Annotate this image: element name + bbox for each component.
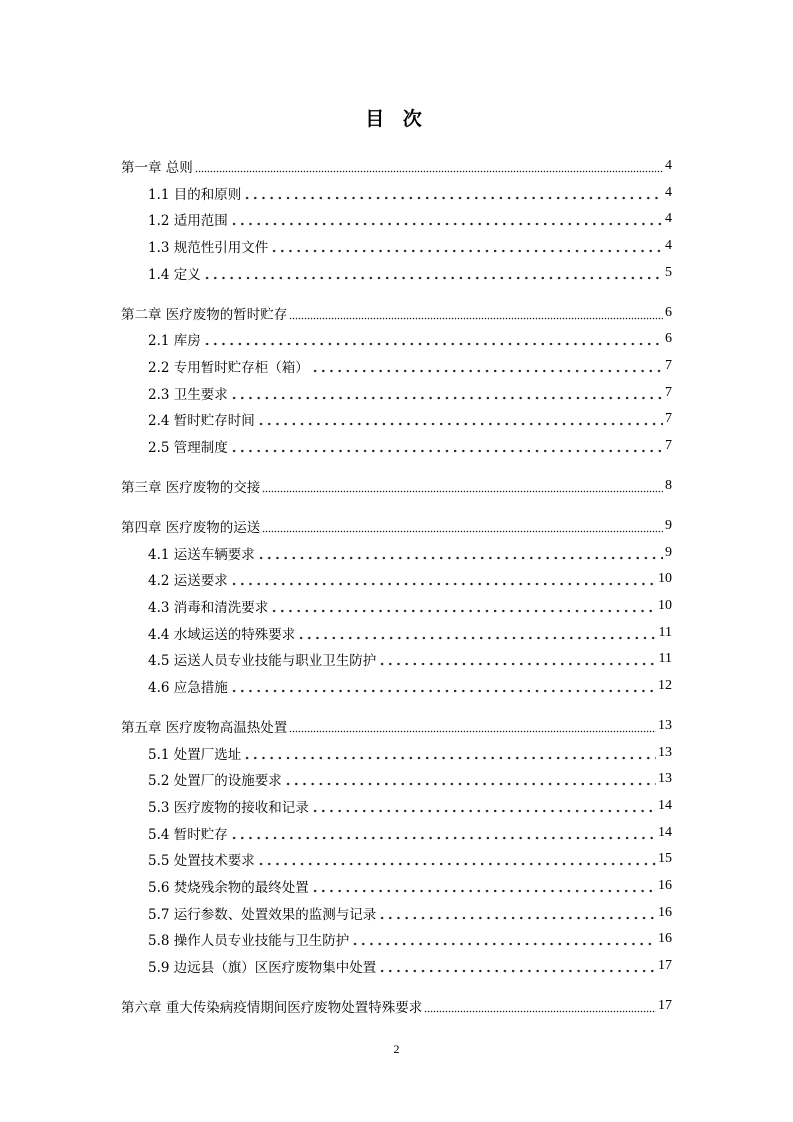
toc-entry-title: 5.3 医疗废物的接收和记录: [148, 800, 309, 816]
toc-entry-page-number: 6: [665, 331, 672, 346]
toc-entry-page-number: 11: [658, 625, 672, 640]
toc-section-entry[interactable]: [148, 902, 672, 924]
toc-section-entry[interactable]: [148, 955, 672, 977]
toc-entry-title: 1.4 定义: [148, 267, 201, 283]
toc-entry-title: 第三章 医疗废物的交接: [121, 480, 261, 496]
toc-chapter-entry[interactable]: [121, 995, 672, 1017]
toc-dot-leader: [297, 622, 656, 644]
toc-dot-leader: [311, 355, 663, 377]
toc-section-entry[interactable]: [148, 742, 672, 764]
toc-section-entry[interactable]: [148, 382, 672, 404]
toc-entry-title: 4.5 运送人员专业技能与职业卫生防护: [148, 653, 377, 669]
toc-section-entry[interactable]: [148, 848, 672, 870]
toc-entry-title: 5.1 处置厂选址: [148, 747, 242, 763]
toc-entry-title: 5.2 处置厂的设施要求: [148, 773, 282, 789]
toc-dot-leader: [230, 382, 663, 404]
toc-entry-page-number: 7: [665, 358, 672, 373]
toc-entry-title: 4.6 应急措施: [148, 680, 228, 696]
toc-section-entry[interactable]: [148, 208, 672, 230]
toc-dot-leader: [378, 902, 656, 924]
toc-entry-page-number: 10: [658, 598, 672, 613]
toc-entry-title: 1.2 适用范围: [148, 213, 228, 229]
toc-section-entry[interactable]: [148, 182, 672, 204]
toc-entry-page-number: 16: [658, 931, 672, 946]
toc-dot-leader: [270, 235, 663, 257]
toc-dot-leader: [270, 595, 656, 617]
toc-section-entry[interactable]: [148, 675, 672, 697]
toc-entry-page-number: 10: [658, 571, 672, 586]
toc-dot-leader: [351, 928, 656, 950]
toc-section-entry[interactable]: [148, 822, 672, 844]
toc-dot-leader: [257, 408, 663, 430]
toc-section-entry[interactable]: [148, 928, 672, 950]
toc-entry-page-number: 16: [658, 905, 672, 920]
toc-section-entry[interactable]: [148, 328, 672, 350]
toc-entry-title: 5.4 暂时贮存: [148, 827, 228, 843]
toc-entry-title: 2.2 专用暂时贮存柜（箱）: [148, 360, 309, 376]
toc-entry-page-number: 4: [665, 211, 672, 226]
toc-dot-leader: [257, 848, 656, 870]
toc-section-entry[interactable]: [148, 795, 672, 817]
toc-chapter-entry[interactable]: [121, 155, 672, 177]
toc-dot-leader: [311, 875, 656, 897]
toc-entry-page-number: 13: [658, 771, 672, 786]
toc-entry-title: 5.7 运行参数、处置效果的监测与记录: [148, 907, 377, 923]
toc-dot-leader: [378, 955, 656, 977]
toc-entry-page-number: 7: [665, 438, 672, 453]
toc-dot-leader: [262, 475, 663, 497]
toc-dot-leader: [257, 542, 663, 564]
toc-entry-title: 4.2 运送要求: [148, 573, 228, 589]
toc-entry-page-number: 12: [658, 678, 672, 693]
toc-section-entry[interactable]: [148, 622, 672, 644]
toc-section-entry[interactable]: [148, 542, 672, 564]
toc-dot-leader: [311, 795, 656, 817]
toc-section-entry[interactable]: [148, 235, 672, 257]
toc-entry-title: 第二章 医疗废物的暂时贮存: [121, 307, 288, 323]
toc-section-entry[interactable]: [148, 408, 672, 430]
toc-entry-title: 第六章 重大传染病疫情期间医疗废物处置特殊要求: [121, 1000, 423, 1016]
toc-entry-title: 2.4 暂时贮存时间: [148, 413, 255, 429]
toc-entry-title: 5.8 操作人员专业技能与卫生防护: [148, 933, 350, 949]
toc-entry-page-number: 11: [658, 651, 672, 666]
toc-section-entry[interactable]: [148, 435, 672, 457]
toc-dot-leader: [243, 742, 656, 764]
toc-dot-leader: [230, 822, 656, 844]
page-number: 2: [393, 1042, 400, 1056]
toc-chapter-entry[interactable]: [121, 302, 672, 324]
toc-dot-leader: [195, 155, 663, 177]
toc-chapter-entry[interactable]: [121, 715, 672, 737]
toc-section-entry[interactable]: [148, 648, 672, 670]
toc-section-entry[interactable]: [148, 262, 672, 284]
toc-dot-leader: [284, 768, 656, 790]
toc-entry-page-number: 13: [658, 745, 672, 760]
toc-dot-leader: [262, 515, 663, 537]
toc-dot-leader: [378, 648, 656, 670]
toc-chapter-entry[interactable]: [121, 515, 672, 537]
toc-entry-page-number: 16: [658, 878, 672, 893]
toc-entry-page-number: 7: [665, 411, 672, 426]
toc-section-entry[interactable]: [148, 875, 672, 897]
toc-dot-leader: [289, 715, 656, 737]
toc-dot-leader: [424, 995, 656, 1017]
toc-section-entry[interactable]: [148, 355, 672, 377]
toc-dot-leader: [230, 208, 663, 230]
toc-entry-page-number: 15: [658, 851, 672, 866]
toc-entry-page-number: 17: [658, 998, 672, 1013]
toc-entry-title: 5.9 边远县（旗）区医疗废物集中处置: [148, 960, 377, 976]
toc-entry-title: 2.3 卫生要求: [148, 387, 228, 403]
toc-entry-page-number: 9: [665, 545, 672, 560]
toc-entry-title: 4.4 水域运送的特殊要求: [148, 627, 296, 643]
toc-entry-page-number: 17: [658, 958, 672, 973]
toc-dot-leader: [289, 302, 663, 324]
toc-entry-title: 2.1 库房: [148, 333, 201, 349]
toc-entry-page-number: 4: [665, 238, 672, 253]
toc-entry-title: 第一章 总则: [121, 160, 193, 176]
toc-entry-title: 5.5 处置技术要求: [148, 853, 255, 869]
toc-entry-title: 1.3 规范性引用文件: [148, 240, 269, 256]
toc-dot-leader: [230, 675, 656, 697]
toc-entry-page-number: 9: [665, 518, 672, 533]
toc-entry-page-number: 8: [665, 478, 672, 493]
toc-dot-leader: [230, 435, 663, 457]
toc-dot-leader: [203, 328, 663, 350]
toc-dot-leader: [230, 568, 656, 590]
toc-dot-leader: [203, 262, 663, 284]
toc-title: 目 次: [365, 108, 428, 130]
toc-dot-leader: [243, 182, 663, 204]
toc-chapter-entry[interactable]: [121, 475, 672, 497]
toc-entry-page-number: 4: [665, 185, 672, 200]
toc-entry-page-number: 13: [658, 718, 672, 733]
toc-entry-title: 第五章 医疗废物高温热处置: [121, 720, 288, 736]
toc-entry-title: 5.6 焚烧残余物的最终处置: [148, 880, 309, 896]
toc-section-entry[interactable]: [148, 595, 672, 617]
toc-section-entry[interactable]: [148, 768, 672, 790]
toc-entry-page-number: 5: [665, 265, 672, 280]
toc-entry-title: 4.3 消毒和清洗要求: [148, 600, 269, 616]
toc-entry-title: 第四章 医疗废物的运送: [121, 520, 261, 536]
toc-entry-title: 1.1 目的和原则: [148, 187, 242, 203]
toc-entry-page-number: 7: [665, 385, 672, 400]
toc-entry-page-number: 14: [658, 798, 672, 813]
toc-entry-page-number: 4: [665, 158, 672, 173]
toc-entry-page-number: 6: [665, 305, 672, 320]
toc-entry-page-number: 14: [658, 825, 672, 840]
toc-section-entry[interactable]: [148, 568, 672, 590]
toc-entry-title: 2.5 管理制度: [148, 440, 228, 456]
toc-entry-title: 4.1 运送车辆要求: [148, 547, 255, 563]
